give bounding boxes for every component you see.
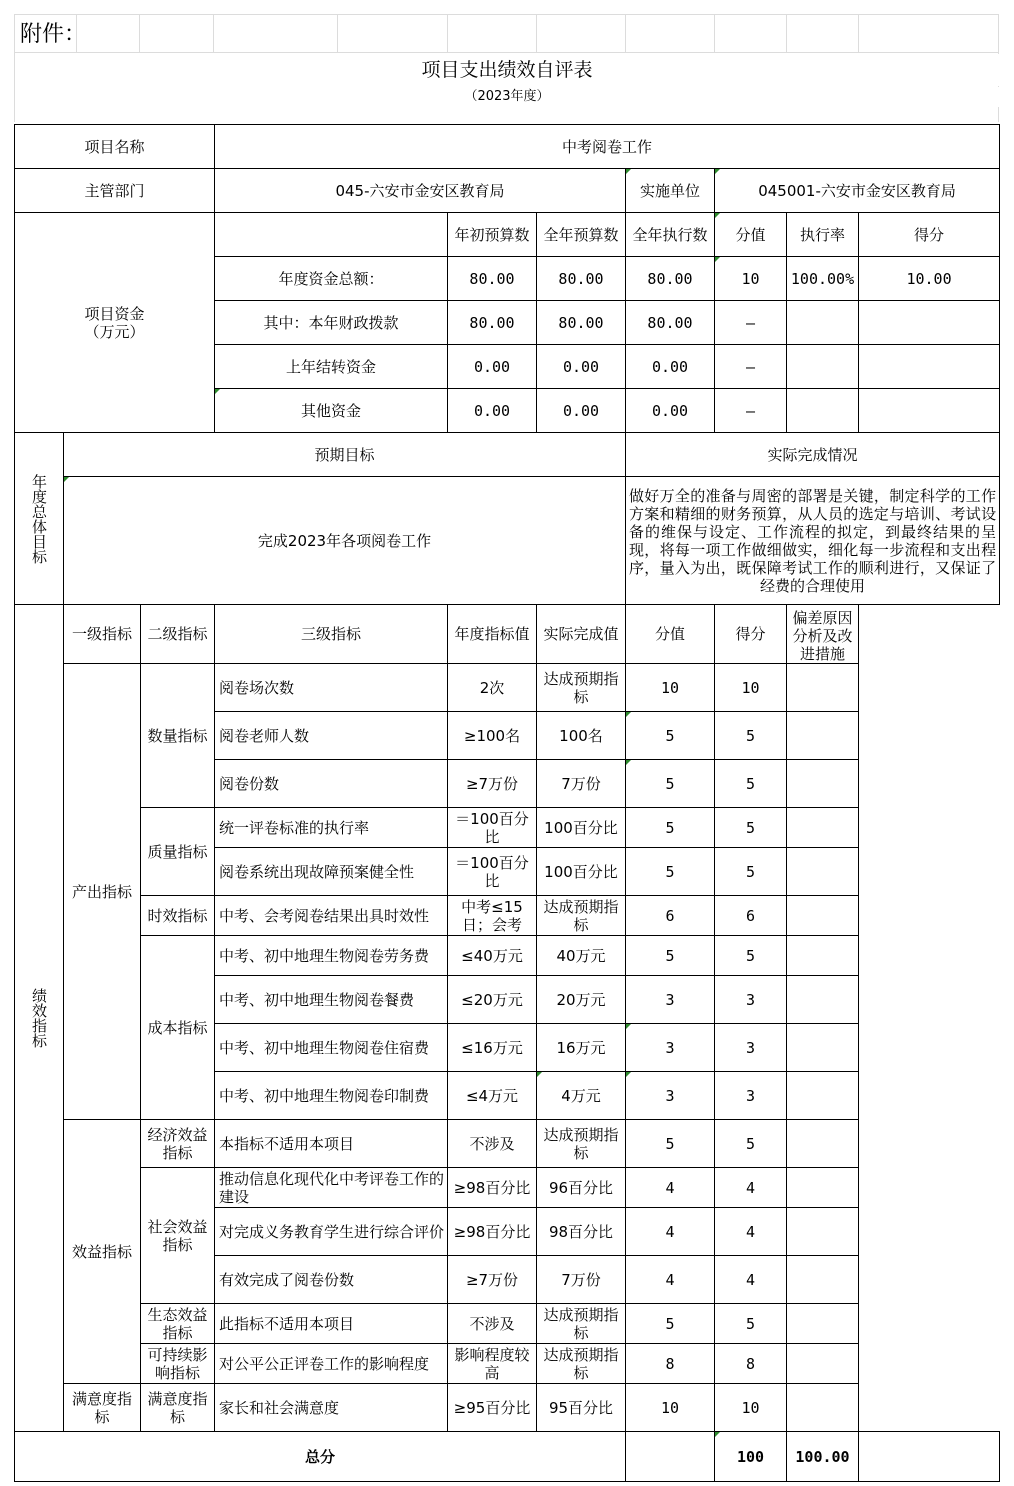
ind-header-level2: 二级指标 [141,605,215,664]
ind-value: 3 [626,976,715,1024]
ind-header-deviation: 偏差原因分析及改进措施 [787,605,859,664]
level1-benefit: 效益指标 [64,1120,141,1384]
ind-name: 对公平公正评卷工作的影响程度 [215,1344,448,1384]
ind-value: 4 [626,1168,715,1208]
ind-score: 4 [715,1256,787,1304]
ind-target: 不涉及 [448,1120,537,1168]
funds-header-rate: 执行率 [787,213,859,257]
ind-score: 5 [715,848,787,896]
funds-header-value: 分值 [715,213,787,257]
ind-name: 对完成义务教育学生进行综合评价 [215,1208,448,1256]
ind-name: 阅卷份数 [215,760,448,808]
funds-executed: 80.00 [626,301,715,345]
level2-economic: 经济效益指标 [141,1120,215,1168]
ind-target: 2次 [448,664,537,712]
ind-target: ≤4万元 [448,1072,537,1120]
funds-annual: 80.00 [537,257,626,301]
ind-header-level3: 三级指标 [215,605,448,664]
indicators-section-label: 绩效指标 [15,605,64,1432]
ind-value: 6 [626,896,715,936]
ind-target: ≥98百分比 [448,1208,537,1256]
ind-value: 5 [626,1120,715,1168]
ind-value: 5 [626,936,715,976]
ind-score: 5 [715,808,787,848]
funds-score [859,345,1000,389]
ind-target: ≤40万元 [448,936,537,976]
ind-deviation [787,1168,859,1208]
level2-quantity: 数量指标 [141,664,215,808]
level2-sustainable: 可持续影响指标 [141,1344,215,1384]
ind-score: 5 [715,760,787,808]
dept-label: 主管部门 [15,169,215,213]
ind-score: 10 [715,1384,787,1432]
funds-label-line2: （万元） [84,322,145,341]
ind-header-actual: 实际完成值 [537,605,626,664]
total-deviation [859,1432,1000,1482]
funds-initial: 0.00 [448,345,537,389]
total-value: 100 [715,1432,787,1482]
ind-score: 5 [715,936,787,976]
ind-value: 10 [626,1384,715,1432]
ind-actual: 达成预期指标 [537,1304,626,1344]
ind-target: ≥7万份 [448,1256,537,1304]
ind-score: 4 [715,1168,787,1208]
ind-actual: 100百分比 [537,848,626,896]
attachment-label: 附件： [20,22,87,47]
funds-header-initial: 年初预算数 [448,213,537,257]
ind-actual: 7万份 [537,1256,626,1304]
funds-row-label: 其他资金 [215,389,448,433]
expected-goal-header: 预期目标 [64,433,626,477]
funds-executed: 0.00 [626,389,715,433]
ind-value: 10 [626,664,715,712]
project-name: 中考阅卷工作 [215,125,1000,169]
level2-ecological: 生态效益指标 [141,1304,215,1344]
ind-score: 3 [715,1072,787,1120]
level1-output: 产出指标 [64,664,141,1120]
ind-header-score: 得分 [715,605,787,664]
funds-annual: 0.00 [537,345,626,389]
ind-actual: 达成预期指标 [537,896,626,936]
ind-actual: 达成预期指标 [537,1120,626,1168]
ind-actual: 98百分比 [537,1208,626,1256]
ind-name: 中考、初中地理生物阅卷印制费 [215,1072,448,1120]
ind-actual: 95百分比 [537,1384,626,1432]
ind-header-value: 分值 [626,605,715,664]
ind-deviation [787,1024,859,1072]
funds-row-label: 其中：本年财政拨款 [215,301,448,345]
ind-value: 5 [626,1304,715,1344]
ind-deviation [787,664,859,712]
dept-value: 045-六安市金安区教育局 [215,169,626,213]
funds-rate [787,389,859,433]
level2-social: 社会效益指标 [141,1168,215,1304]
ind-name: 中考、会考阅卷结果出具时效性 [215,896,448,936]
funds-score: 10.00 [859,257,1000,301]
ind-deviation [787,896,859,936]
funds-rate: 100.00% [787,257,859,301]
ind-header-target: 年度指标值 [448,605,537,664]
ind-actual: 20万元 [537,976,626,1024]
total-blank [626,1432,715,1482]
funds-initial: 0.00 [448,389,537,433]
ind-score: 5 [715,712,787,760]
unit-value: 045001-六安市金安区教育局 [715,169,1000,213]
ind-name: 中考、初中地理生物阅卷餐费 [215,976,448,1024]
funds-header-executed: 全年执行数 [626,213,715,257]
level2-quality: 质量指标 [141,808,215,896]
ind-value: 3 [626,1024,715,1072]
ind-target: ≥7万份 [448,760,537,808]
project-name-label: 项目名称 [15,125,215,169]
ind-actual: 100百分比 [537,808,626,848]
ind-actual: 96百分比 [537,1168,626,1208]
ind-target: 影响程度较高 [448,1344,537,1384]
level2-cost: 成本指标 [141,936,215,1120]
funds-annual: 80.00 [537,301,626,345]
funds-rate [787,301,859,345]
funds-row-label: 上年结转资金 [215,345,448,389]
ind-actual: 达成预期指标 [537,664,626,712]
ind-deviation [787,976,859,1024]
ind-score: 4 [715,1208,787,1256]
actual-result: 做好万全的准备与周密的部署是关键，制定科学的工作方案和精细的财务预算，从人员的选定与培训、考试设备的维保与设定、工作流程的拟定，到最终结果的呈现，将每一项工作做细做实，细化每一步流程和支出程序，量入为出，既保障考试工作的顺利进行，又保证了经费的合理使用 [626,477,1000,605]
ind-value: 5 [626,848,715,896]
funds-executed: 80.00 [626,257,715,301]
ind-target: ≥98百分比 [448,1168,537,1208]
expected-goal: 完成2023年各项阅卷工作 [64,477,626,605]
funds-rate [787,345,859,389]
evaluation-table [14,124,1000,1482]
ind-target: ≤16万元 [448,1024,537,1072]
ind-name: 家长和社会满意度 [215,1384,448,1432]
ind-name: 此指标不适用本项目 [215,1304,448,1344]
level1-satisfaction: 满意度指标 [64,1384,141,1432]
ind-target: ≥95百分比 [448,1384,537,1432]
funds-header-annual: 全年预算数 [537,213,626,257]
ind-deviation [787,1072,859,1120]
ind-score: 5 [715,1304,787,1344]
actual-result-header: 实际完成情况 [626,433,1000,477]
ind-target: ＝100百分比 [448,808,537,848]
ind-actual: 4万元 [537,1072,626,1120]
ind-name: 推动信息化现代化中考评卷工作的建设 [215,1168,448,1208]
funds-score-value: — [715,301,787,345]
funds-annual: 0.00 [537,389,626,433]
page-subtitle: （2023年度） [15,87,999,107]
ind-value: 5 [626,808,715,848]
ind-actual: 达成预期指标 [537,1344,626,1384]
ind-target: ≥100名 [448,712,537,760]
ind-deviation [787,1304,859,1344]
ind-name: 本指标不适用本项目 [215,1120,448,1168]
level2-timeliness: 时效指标 [141,896,215,936]
ind-value: 5 [626,760,715,808]
ind-deviation [787,1208,859,1256]
total-label: 总分 [15,1432,626,1482]
unit-label: 实施单位 [626,169,715,213]
ind-deviation [787,712,859,760]
ind-value: 8 [626,1344,715,1384]
level2-satisfaction: 满意度指标 [141,1384,215,1432]
ind-deviation [787,808,859,848]
ind-value: 5 [626,712,715,760]
funds-header-blank [215,213,448,257]
ind-score: 5 [715,1120,787,1168]
ind-name: 中考、初中地理生物阅卷住宿费 [215,1024,448,1072]
funds-score-value: 10 [715,257,787,301]
ind-name: 阅卷老师人数 [215,712,448,760]
ind-deviation [787,760,859,808]
funds-score-value: — [715,389,787,433]
total-score: 100.00 [787,1432,859,1482]
funds-score [859,301,1000,345]
ind-header-level1: 一级指标 [64,605,141,664]
ind-deviation [787,936,859,976]
ind-name: 统一评卷标准的执行率 [215,808,448,848]
ind-actual: 7万份 [537,760,626,808]
ind-name: 有效完成了阅卷份数 [215,1256,448,1304]
funds-header-score: 得分 [859,213,1000,257]
funds-score [859,389,1000,433]
ind-name: 阅卷系统出现故障预案健全性 [215,848,448,896]
ind-actual: 40万元 [537,936,626,976]
ind-name: 中考、初中地理生物阅卷劳务费 [215,936,448,976]
funds-label-line1: 项目资金 [84,304,145,323]
ind-deviation [787,1344,859,1384]
page-title: 项目支出绩效自评表 [15,54,999,86]
funds-initial: 80.00 [448,301,537,345]
ind-value: 3 [626,1072,715,1120]
ind-target: ≤20万元 [448,976,537,1024]
ind-actual: 100名 [537,712,626,760]
ind-value: 4 [626,1208,715,1256]
funds-initial: 80.00 [448,257,537,301]
ind-deviation [787,1120,859,1168]
ind-value: 4 [626,1256,715,1304]
funds-executed: 0.00 [626,345,715,389]
ind-deviation [787,848,859,896]
ind-name: 阅卷场次数 [215,664,448,712]
ind-actual: 16万元 [537,1024,626,1072]
funds-label [15,213,215,433]
goals-label: 年度总体目标 [15,433,64,605]
ind-target: 不涉及 [448,1304,537,1344]
ind-score: 3 [715,1024,787,1072]
ind-score: 3 [715,976,787,1024]
ind-deviation [787,1256,859,1304]
funds-score-value: — [715,345,787,389]
ind-deviation [787,1384,859,1432]
ind-score: 8 [715,1344,787,1384]
funds-row-label: 年度资金总额： [215,257,448,301]
ind-score: 10 [715,664,787,712]
ind-score: 6 [715,896,787,936]
ind-target: ＝100百分比 [448,848,537,896]
ind-target: 中考≤15日；会考 [448,896,537,936]
